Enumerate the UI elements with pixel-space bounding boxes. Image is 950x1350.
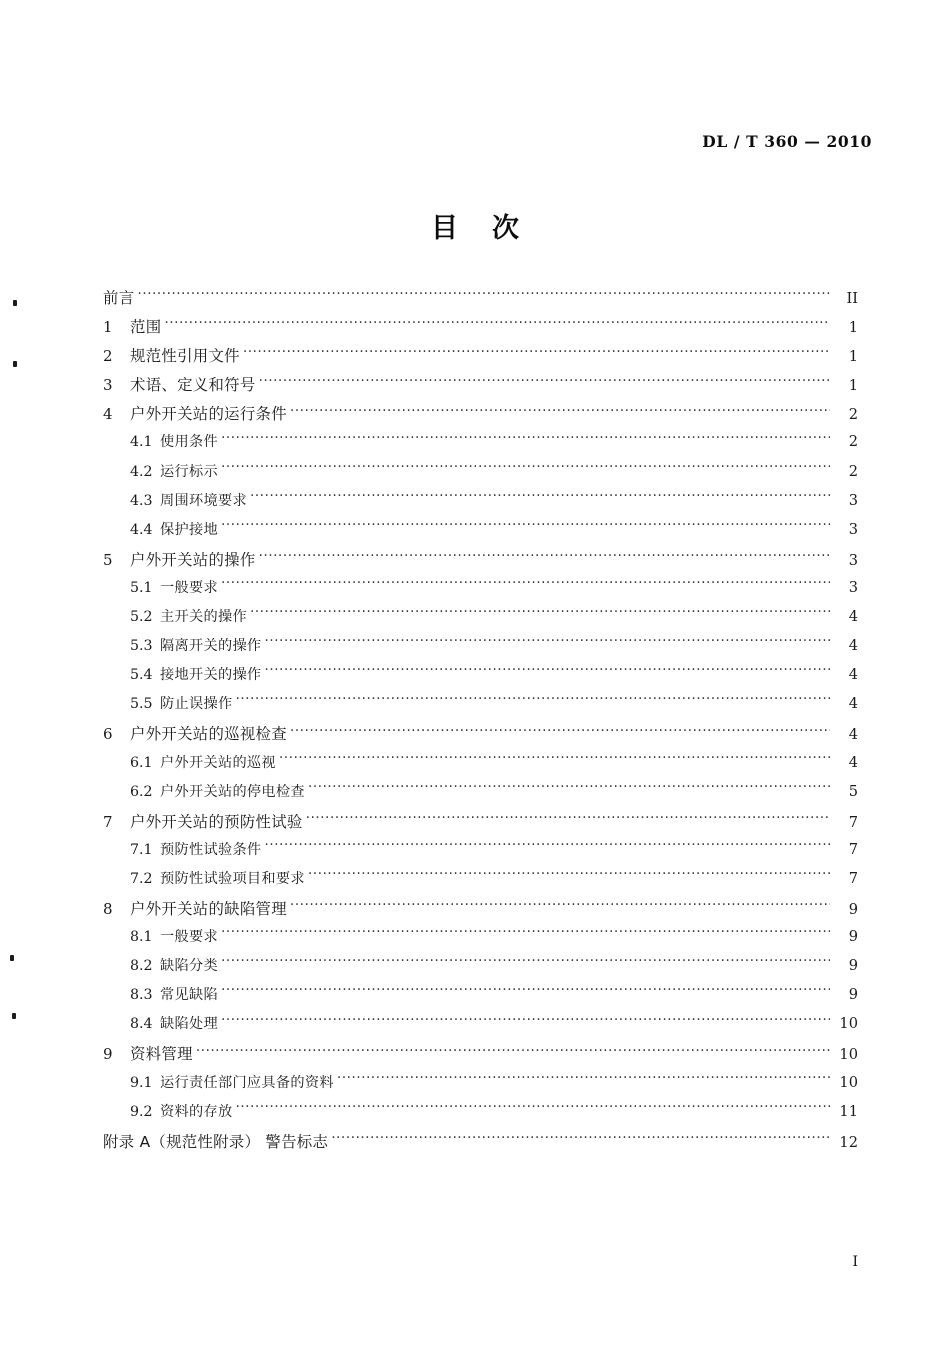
toc-entry-page-number: 4 <box>848 726 858 744</box>
toc-dot-leader <box>279 752 830 767</box>
toc-entry-page-number: 7 <box>848 840 858 858</box>
toc-entry-label: 前言 <box>103 289 135 307</box>
toc-entry-label: 术语、定义和符号 <box>130 376 256 395</box>
toc-entry-page-number: 1 <box>848 319 858 337</box>
toc-entry[interactable] <box>103 810 858 839</box>
toc-entry[interactable] <box>103 955 858 984</box>
toc-entry-page-number: 2 <box>848 462 858 480</box>
toc-entry-page-number: 9 <box>848 900 858 918</box>
toc-entry-page-number: 1 <box>848 348 858 366</box>
scan-artifact-mark <box>12 1013 16 1019</box>
toc-entry-number: 4.4 <box>130 521 153 538</box>
toc-entry-label: 使用条件 <box>160 434 218 451</box>
toc-entry[interactable] <box>103 577 858 606</box>
toc-dot-leader <box>196 1044 830 1059</box>
toc-entry-page-number: 11 <box>839 1102 858 1120</box>
toc-entry-label: 周围环境要求 <box>160 492 247 509</box>
toc-dot-leader <box>221 461 830 476</box>
toc-entry-label: 主开关的操作 <box>160 609 247 626</box>
toc-dot-leader <box>221 1013 830 1028</box>
toc-entry-page-number: 4 <box>848 753 858 771</box>
toc-entry-page-number: 10 <box>839 1046 858 1064</box>
toc-entry[interactable] <box>103 1013 858 1042</box>
toc-dot-leader <box>221 577 830 592</box>
toc-entry-label: 防止误操作 <box>160 696 233 713</box>
toc-entry[interactable] <box>103 926 858 955</box>
toc-entry[interactable] <box>103 431 858 460</box>
toc-entry[interactable] <box>103 373 858 402</box>
toc-entry-number: 9.2 <box>130 1103 153 1120</box>
toc-entry[interactable] <box>103 402 858 431</box>
scan-artifact-mark <box>13 361 17 367</box>
toc-entry-number: 8.4 <box>130 1016 153 1033</box>
toc-entry[interactable] <box>103 315 858 344</box>
toc-entry-number: 5.1 <box>130 579 153 596</box>
toc-entry-label: 户外开关站的预防性试验 <box>130 812 303 831</box>
toc-entry[interactable] <box>103 693 858 722</box>
table-of-contents <box>103 286 858 1159</box>
toc-entry-label: 隔离开关的操作 <box>160 638 262 655</box>
toc-entry-page-number: 4 <box>848 608 858 626</box>
toc-dot-leader <box>250 606 830 621</box>
toc-dot-leader <box>259 375 830 390</box>
toc-entry-number: 8.2 <box>130 958 153 975</box>
page-title-char-1: 目 <box>431 213 458 244</box>
toc-dot-leader <box>337 1072 830 1087</box>
toc-dot-leader <box>235 1101 830 1116</box>
toc-entry[interactable] <box>103 490 858 519</box>
toc-entry-page-number: 3 <box>848 520 858 538</box>
toc-entry[interactable] <box>103 635 858 664</box>
toc-entry-page-number: 4 <box>848 695 858 713</box>
toc-dot-leader <box>221 519 830 534</box>
toc-entry[interactable] <box>103 722 858 751</box>
toc-entry[interactable] <box>103 1130 858 1159</box>
toc-dot-leader <box>290 899 830 914</box>
toc-entry-page-number: 12 <box>839 1133 858 1151</box>
toc-entry-number: 4.2 <box>130 463 153 480</box>
toc-entry-label: 预防性试验条件 <box>160 841 262 858</box>
toc-entry-label: 保护接地 <box>160 521 218 538</box>
toc-entry-page-number: 3 <box>848 551 858 569</box>
toc-entry-number: 8 <box>103 899 113 918</box>
toc-entry-page-number: 5 <box>848 782 858 800</box>
standard-code-header: DL / T 360 — 2010 <box>702 132 872 151</box>
toc-dot-leader <box>264 839 830 854</box>
toc-entry-number: 4 <box>103 405 113 424</box>
toc-dot-leader <box>243 346 830 361</box>
toc-entry[interactable] <box>103 1072 858 1101</box>
toc-dot-leader <box>235 693 830 708</box>
toc-entry-number: 2 <box>103 347 113 366</box>
page-title <box>0 206 950 245</box>
toc-entry[interactable] <box>103 461 858 490</box>
toc-entry-page-number: 7 <box>848 813 858 831</box>
toc-entry[interactable] <box>103 984 858 1013</box>
toc-entry-number: 1 <box>103 318 113 337</box>
toc-entry-page-number: 9 <box>848 928 858 946</box>
toc-entry-number: 9 <box>103 1045 113 1064</box>
toc-dot-leader <box>137 288 830 303</box>
toc-dot-leader <box>221 431 830 446</box>
toc-entry-page-number: 7 <box>848 869 858 887</box>
toc-entry-number: 5.3 <box>130 638 153 655</box>
toc-entry-number: 7.1 <box>130 841 153 858</box>
scan-artifact-mark <box>10 955 14 961</box>
toc-entry-label: 附录 A（规范性附录） 警告标志 <box>103 1132 329 1151</box>
toc-entry[interactable] <box>103 606 858 635</box>
toc-entry-page-number: 3 <box>848 578 858 596</box>
toc-entry-label: 运行责任部门应具备的资料 <box>160 1074 334 1091</box>
toc-entry[interactable] <box>103 286 858 315</box>
toc-entry-label: 缺陷分类 <box>160 958 218 975</box>
toc-entry-label: 预防性试验项目和要求 <box>160 870 305 887</box>
toc-dot-leader <box>306 812 830 827</box>
toc-entry-number: 6.1 <box>130 754 153 771</box>
toc-entry-page-number: 4 <box>848 666 858 684</box>
toc-dot-leader <box>259 550 830 565</box>
toc-dot-leader <box>164 317 830 332</box>
toc-entry-page-number: 2 <box>848 406 858 424</box>
toc-entry-number: 5 <box>103 550 113 569</box>
page-title-char-2: 次 <box>492 213 519 244</box>
toc-entry-number: 9.1 <box>130 1074 153 1091</box>
toc-dot-leader <box>290 404 830 419</box>
toc-entry-number: 8.1 <box>130 929 153 946</box>
toc-entry-label: 规范性引用文件 <box>130 347 240 366</box>
toc-entry[interactable] <box>103 781 858 810</box>
toc-entry-number: 8.3 <box>130 987 153 1004</box>
toc-entry-page-number: 2 <box>848 433 858 451</box>
toc-entry-label: 户外开关站的停电检查 <box>160 783 305 800</box>
toc-dot-leader <box>331 1132 830 1147</box>
toc-entry-number: 7.2 <box>130 870 153 887</box>
toc-entry[interactable] <box>103 664 858 693</box>
toc-entry-label: 户外开关站的巡视检查 <box>130 725 287 744</box>
toc-entry-page-number: II <box>846 290 858 307</box>
toc-entry-page-number: 10 <box>839 1073 858 1091</box>
toc-entry-page-number: 1 <box>848 377 858 395</box>
toc-entry-label: 一般要求 <box>160 579 218 596</box>
toc-entry[interactable] <box>103 1101 858 1130</box>
toc-entry-page-number: 9 <box>848 986 858 1004</box>
toc-entry-number: 5.4 <box>130 667 153 684</box>
toc-entry-number: 5.5 <box>130 696 153 713</box>
toc-dot-leader <box>221 955 830 970</box>
toc-dot-leader <box>308 781 830 796</box>
toc-dot-leader <box>221 926 830 941</box>
toc-entry-number: 7 <box>103 812 113 831</box>
toc-entry-page-number: 3 <box>848 491 858 509</box>
toc-entry-number: 6.2 <box>130 783 153 800</box>
toc-entry-number: 3 <box>103 376 113 395</box>
toc-entry-label: 户外开关站的运行条件 <box>130 405 287 424</box>
toc-dot-leader <box>264 664 830 679</box>
toc-entry-page-number: 10 <box>839 1015 858 1033</box>
toc-dot-leader <box>290 724 830 739</box>
toc-entry-label: 范围 <box>130 318 162 337</box>
toc-entry-label: 户外开关站的缺陷管理 <box>130 899 287 918</box>
toc-entry-page-number: 9 <box>848 957 858 975</box>
toc-dot-leader <box>250 490 830 505</box>
toc-entry-number: 6 <box>103 725 113 744</box>
toc-entry[interactable] <box>103 839 858 868</box>
toc-entry[interactable] <box>103 868 858 897</box>
toc-entry[interactable] <box>103 548 858 577</box>
page-footer-number: I <box>852 1254 858 1270</box>
toc-entry-label: 资料管理 <box>130 1045 193 1064</box>
toc-entry[interactable] <box>103 752 858 781</box>
toc-dot-leader <box>264 635 830 650</box>
toc-dot-leader <box>308 868 830 883</box>
toc-entry[interactable] <box>103 897 858 926</box>
toc-entry-label: 一般要求 <box>160 929 218 946</box>
toc-entry-label: 资料的存放 <box>160 1103 233 1120</box>
toc-entry[interactable] <box>103 1042 858 1071</box>
scan-artifact-mark <box>13 300 17 306</box>
toc-entry-number: 4.1 <box>130 434 153 451</box>
toc-entry[interactable] <box>103 344 858 373</box>
toc-entry-label: 户外开关站的操作 <box>130 550 256 569</box>
toc-entry-label: 常见缺陷 <box>160 987 218 1004</box>
toc-entry[interactable] <box>103 519 858 548</box>
toc-entry-page-number: 4 <box>848 637 858 655</box>
toc-dot-leader <box>221 984 830 999</box>
toc-entry-label: 户外开关站的巡视 <box>160 754 276 771</box>
toc-entry-label: 运行标示 <box>160 463 218 480</box>
toc-entry-number: 5.2 <box>130 609 153 626</box>
toc-entry-label: 缺陷处理 <box>160 1016 218 1033</box>
toc-entry-number: 4.3 <box>130 492 153 509</box>
toc-entry-label: 接地开关的操作 <box>160 667 262 684</box>
